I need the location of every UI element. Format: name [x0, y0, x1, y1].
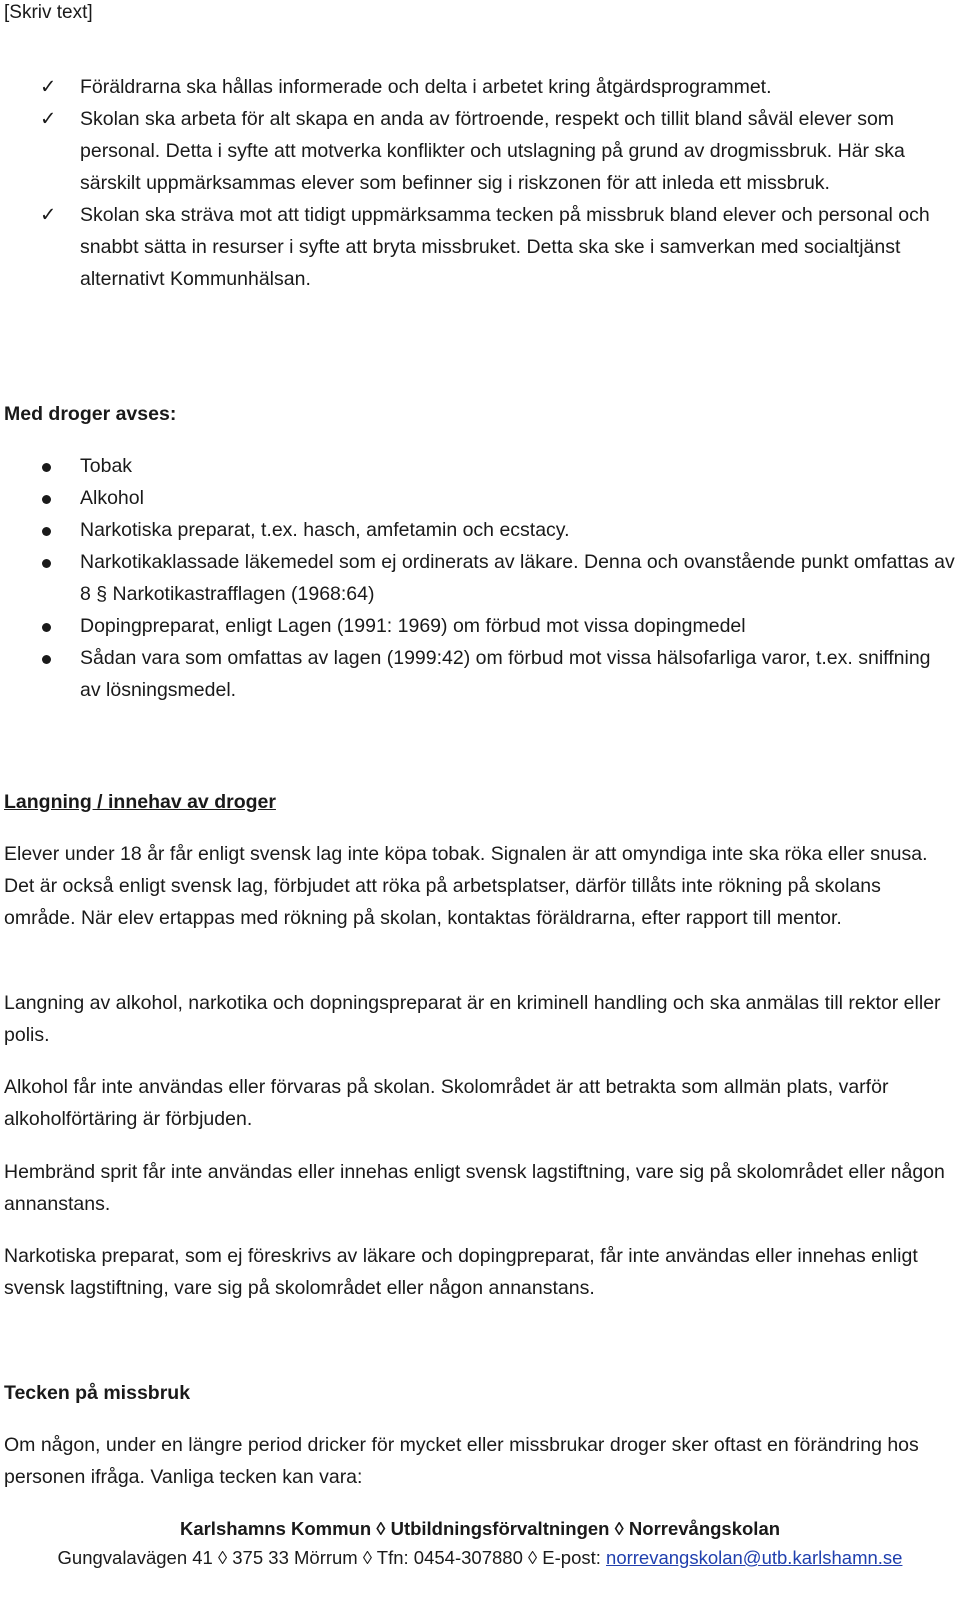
checklist-item [0, 199, 956, 295]
list-item [0, 482, 956, 514]
tecken-heading: Tecken på missbruk [4, 1382, 191, 1404]
list-item [0, 546, 956, 610]
drugs-heading: Med droger avses: [4, 403, 177, 425]
bullet-icon [42, 623, 51, 632]
check-icon: ✓ [40, 204, 57, 226]
list-item-text: Dopingpreparat, enligt Lagen (1991: 1969) om förbud mot vissa dopingmedel [80, 615, 746, 637]
list-item [0, 642, 956, 706]
checklist-item-text: Skolan ska sträva mot att tidigt uppmärksamma tecken på missbruk bland elever och personal och snabbt sätta in resurser i syfte att bryta missbruket. Detta ska ske i samverkan med socialtjänst alternativt Kommunhälsan. [80, 204, 930, 290]
check-icon: ✓ [40, 76, 57, 98]
list-item [0, 610, 956, 642]
paragraph: Om någon, under en längre period dricker för mycket eller missbrukar droger sker oftast en förändring hos personen ifråga. Vanliga tecken kan vara: [4, 1434, 919, 1488]
list-item [0, 450, 956, 482]
paragraph: Elever under 18 år får enligt svensk lag inte köpa tobak. Signalen är att omyndiga inte ska röka eller snusa. Det är också enligt svensk lag, förbjudet att röka på arbetsplatser, därför tillåts inte rökning på skolans område. När elev ertappas med rökning på skolan, kontaktas föräldrarna, efter rapport till mentor. [4, 843, 928, 929]
paragraph: Alkohol får inte användas eller förvaras på skolan. Skolområdet är att betrakta som allmän plats, varför alkoholförtäring är förbjuden. [4, 1076, 889, 1130]
bullet-icon [42, 527, 51, 536]
langning-heading: Langning / innehav av droger [4, 791, 276, 813]
email-link[interactable]: norrevangskolan@utb.karlshamn.se [606, 1547, 903, 1568]
bullet-icon [42, 495, 51, 504]
checklist [0, 71, 956, 295]
page-header: [Skriv text] [4, 2, 93, 23]
page-footer [0, 1514, 960, 1572]
list-item-text: Sådan vara som omfattas av lagen (1999:42) om förbud mot vissa hälsofarliga varor, t.ex. sniffning av lösningsmedel. [80, 647, 931, 701]
list-item [0, 514, 956, 546]
list-item-text: Narkotikaklassade läkemedel som ej ordinerats av läkare. Denna och ovanstående punkt omfattas av 8 § Narkotikastrafflagen (1968:64) [80, 551, 955, 605]
list-item-text: Narkotiska preparat, t.ex. hasch, amfetamin och ecstacy. [80, 519, 570, 541]
checklist-item [0, 71, 956, 103]
list-item-text: Alkohol [80, 487, 144, 509]
bullet-icon [42, 655, 51, 664]
check-icon: ✓ [40, 108, 57, 130]
bullet-icon [42, 463, 51, 472]
paragraph: Langning av alkohol, narkotika och dopningspreparat är en kriminell handling och ska anmälas till rektor eller polis. [4, 992, 941, 1046]
drugs-list [0, 450, 956, 706]
paragraph: Hembränd sprit får inte användas eller innehas enligt svensk lagstiftning, vare sig på skolområdet eller någon annanstans. [4, 1161, 945, 1215]
footer-contact [0, 1543, 960, 1572]
paragraph: Narkotiska preparat, som ej föreskrivs av läkare och dopingpreparat, får inte användas eller innehas enligt svensk lagstiftning, vare sig på skolområdet eller någon annanstans. [4, 1245, 918, 1299]
bullet-icon [42, 559, 51, 568]
footer-organization: Karlshamns Kommun ◊ Utbildningsförvaltningen ◊ Norrevångskolan [179, 1518, 781, 1539]
checklist-item-text: Föräldrarna ska hållas informerade och delta i arbetet kring åtgärdsprogrammet. [80, 76, 772, 98]
checklist-item-text: Skolan ska arbeta för alt skapa en anda av förtroende, respekt och tillit bland såväl elever som personal. Detta i syfte att motverka konflikter och utslagning på grund av drogmissbruk. Här ska särskilt uppmärksammas elever som befinner sig i riskzonen för att inleda ett missbruk. [80, 108, 905, 194]
checklist-item [0, 103, 956, 199]
footer-address: Gungvalavägen 41 ◊ 375 33 Mörrum ◊ Tfn: 0454-307880 ◊ E-post: [57, 1547, 607, 1568]
list-item-text: Tobak [80, 455, 133, 477]
